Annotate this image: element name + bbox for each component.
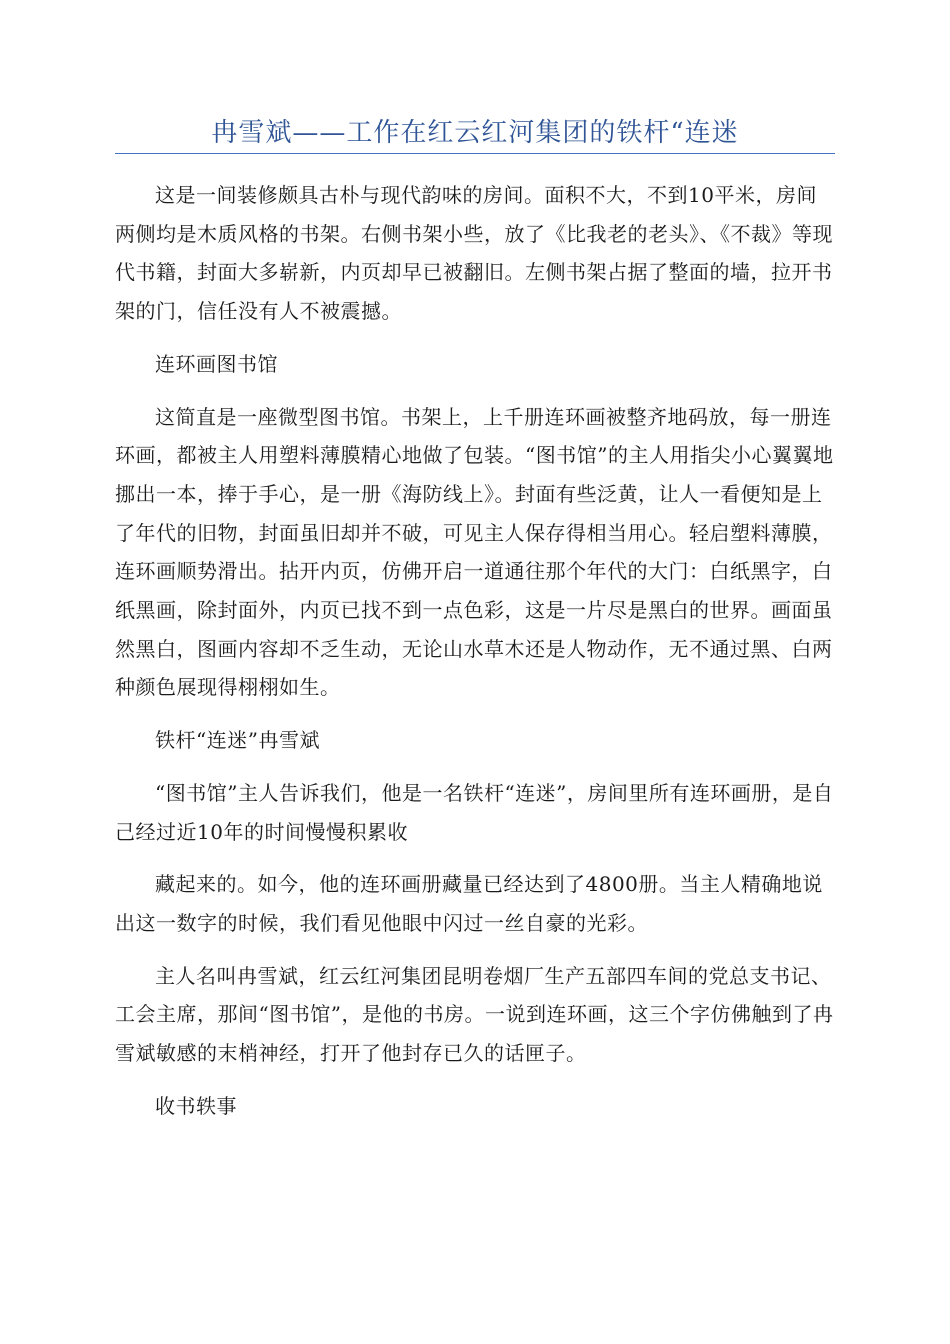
- paragraph-fan-2: 藏起来的。如今，他的连环画册藏量已经达到了4800册。当主人精确地说出这一数字的时候，我们看见他眼中闪过一丝自豪的光彩。: [115, 872, 823, 935]
- paragraph-intro: 这是一间装修颇具古朴与现代韵味的房间。面积不大，不到10平米，房间两侧均是木质风格的书架。右侧书架小些，放了《比我老的老头》、《不裁》等现代书籍，封面大多崭新，内页却早已被翻旧。左侧书架占据了整面的墙，拉开书架的门，信任没有人不被震撼。: [115, 183, 833, 324]
- section-heading-library: 连环画图书馆: [155, 351, 278, 376]
- paragraph-library: 这简直是一座微型图书馆。书架上，上千册连环画被整齐地码放，每一册连环画，都被主人用塑料薄膜精心地做了包装。“图书馆”的主人用指尖小心翼翼地挪出一本，捧于手心，是一册《海防线上》。封面有些泛黄，让人一看便知是上了年代的旧物，封面虽旧却并不破，可见主人保存得相当用心。轻启塑料薄膜，连环画顺势滑出。拈开内页，仿佛开启一道通往那个年代的大门：白纸黑字，白纸黑画，除封面外，内页已找不到一点色彩，这是一片尽是黑白的世界。画面虽然黑白，图画内容却不乏生动，无论山水草木还是人物动作，无不通过黑、白两种颜色展现得栩栩如生。: [115, 404, 834, 700]
- paragraph-fan-1: “图书馆”主人告诉我们，他是一名铁杆“连迷”，房间里所有连环画册，是自己经过近10年的时间慢慢积累收: [115, 780, 834, 844]
- paragraph-owner: 主人名叫冉雪斌，红云红河集团昆明卷烟厂生产五部四车间的党总支书记、工会主席，那间“图书馆”，是他的书房。一说到连环画，这三个字仿佛触到了冉雪斌敏感的末梢神经，打开了他封存已久的话匣子。: [115, 963, 834, 1066]
- document-body: [115, 176, 835, 1139]
- section-heading-fan: 铁杆“连迷”冉雪斌: [155, 728, 320, 753]
- document-title: 冉雪斌——工作在红云红河集团的铁杆“连迷: [211, 118, 739, 148]
- title-underline: [115, 153, 835, 154]
- section-heading-anecdotes: 收书轶事: [155, 1093, 237, 1118]
